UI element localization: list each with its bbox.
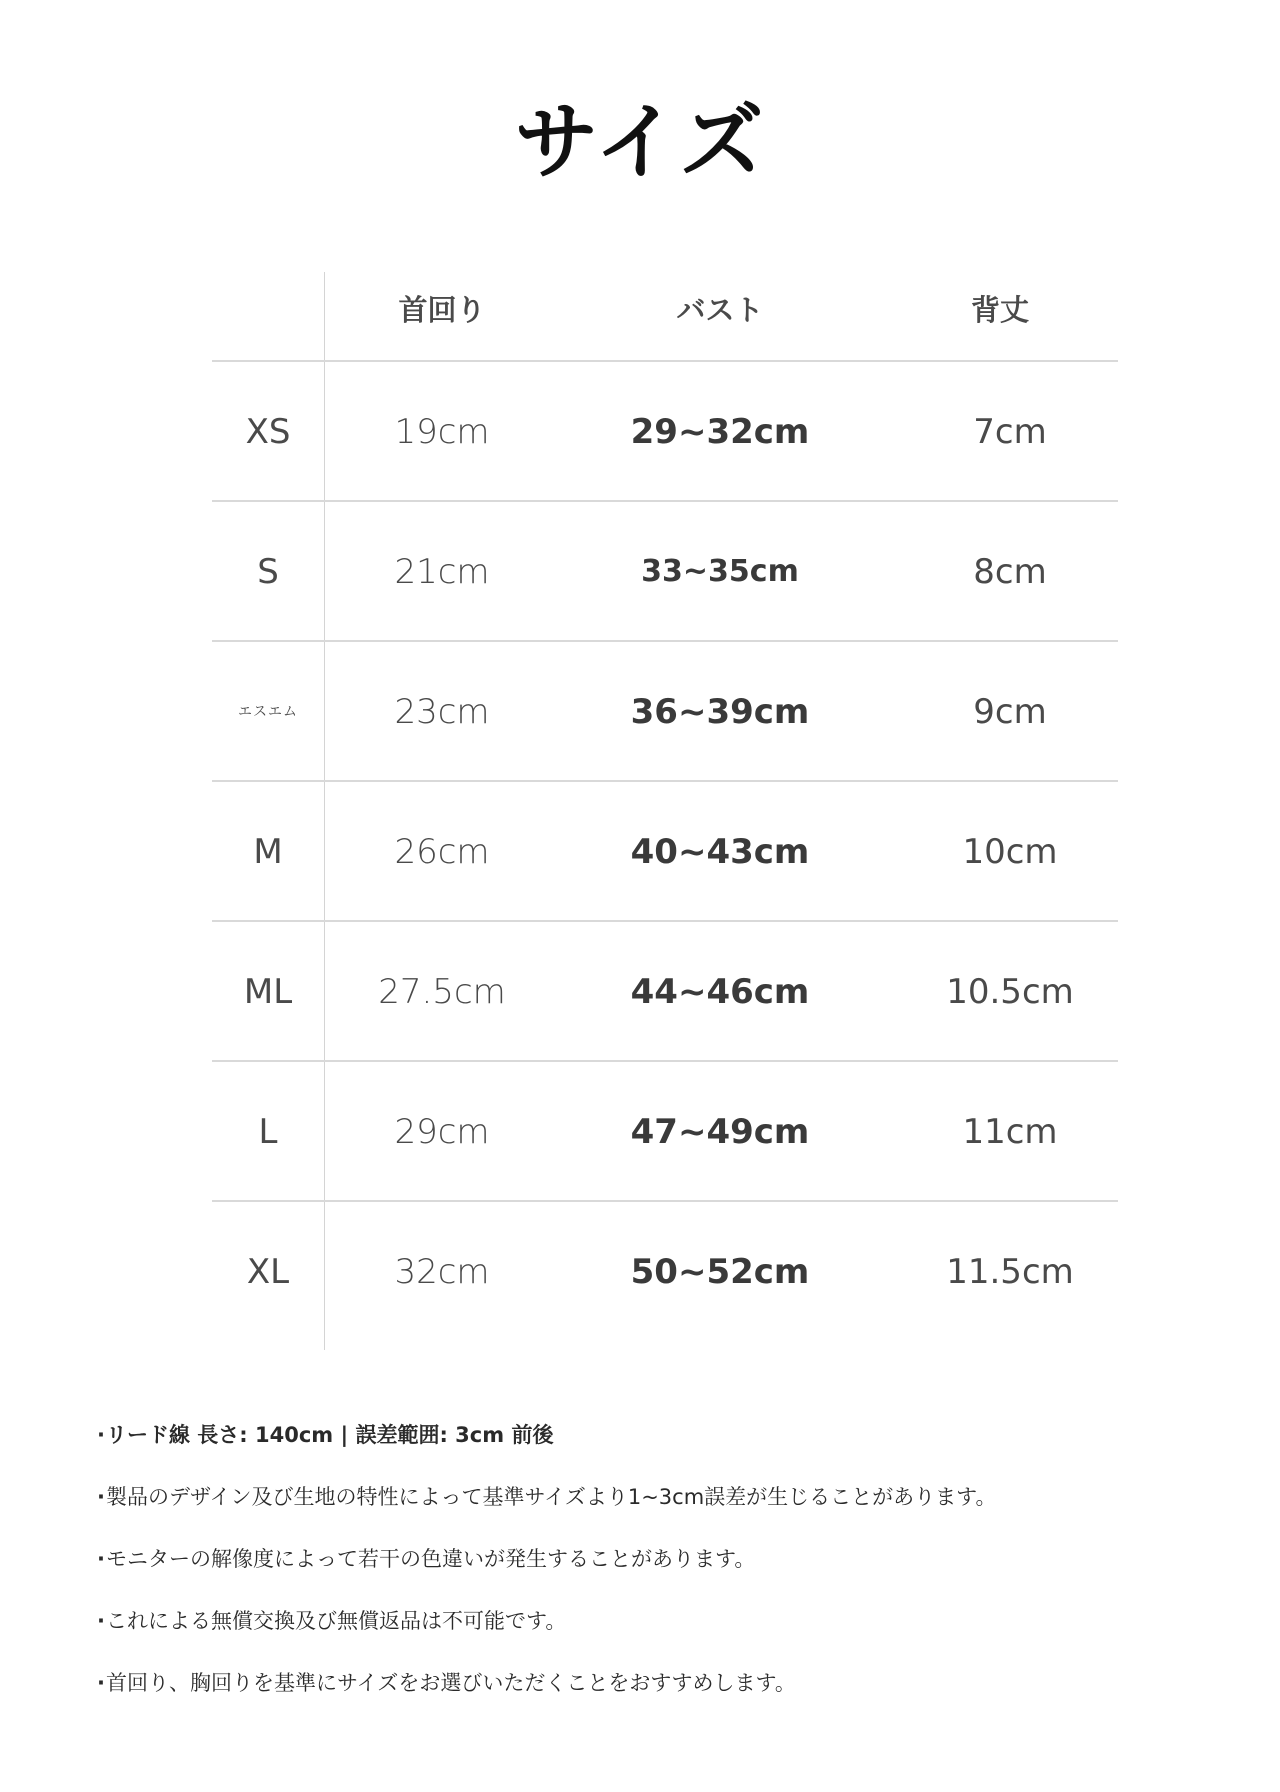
neck-value: 32cm xyxy=(394,1252,490,1292)
bullet-dot: · xyxy=(97,1671,105,1695)
bust-value: 33~35cm xyxy=(641,554,799,589)
size-label: L xyxy=(258,1112,278,1152)
table-row xyxy=(212,500,1118,642)
table-row xyxy=(212,920,1118,1062)
back-length-value: 10cm xyxy=(962,832,1058,872)
size-label: M xyxy=(253,832,283,872)
note-item xyxy=(96,1544,755,1574)
size-label: XL xyxy=(246,1252,290,1292)
note-no-exchange: これによる無償交換及び無償返品は不可能です。 xyxy=(106,1609,567,1633)
neck-value: 26cm xyxy=(394,832,490,872)
size-label: S xyxy=(257,552,279,592)
size-label: エスエム xyxy=(238,704,298,720)
table-row xyxy=(212,1200,1118,1342)
table-row xyxy=(212,1060,1118,1202)
bust-value: 44~46cm xyxy=(630,972,810,1012)
back-length-value: 8cm xyxy=(973,552,1047,592)
note-tolerance: 製品のデザイン及び生地の特性によって基準サイズより1~3cm誤差が生じることがあります。 xyxy=(106,1485,997,1509)
note-item xyxy=(96,1668,796,1698)
back-length-value: 11cm xyxy=(962,1112,1058,1152)
bullet-dot: · xyxy=(97,1547,105,1571)
bust-value: 50~52cm xyxy=(630,1252,810,1292)
bust-value: 40~43cm xyxy=(630,832,810,872)
table-row xyxy=(212,780,1118,922)
back-length-value: 11.5cm xyxy=(946,1252,1074,1292)
neck-value: 27.5cm xyxy=(378,972,506,1012)
size-label: ML xyxy=(243,972,293,1012)
neck-value: 23cm xyxy=(394,692,490,732)
note-item xyxy=(96,1606,566,1636)
bullet-dot: · xyxy=(97,1485,105,1509)
bust-value: 29~32cm xyxy=(630,412,810,452)
back-length-value: 10.5cm xyxy=(946,972,1074,1012)
header-neck: 首回り xyxy=(398,293,486,327)
note-monitor-color: モニターの解像度によって若干の色違いが発生することがあります。 xyxy=(106,1547,756,1571)
page-title: サイズ xyxy=(514,93,766,191)
header-back-length: 背丈 xyxy=(970,293,1029,327)
neck-value: 29cm xyxy=(394,1112,490,1152)
note-item xyxy=(96,1482,997,1512)
back-length-value: 9cm xyxy=(973,692,1047,732)
note-recommendation: 首回り、胸回りを基準にサイズをお選びいただくことをおすすめします。 xyxy=(106,1671,796,1695)
note-lead-length: リード線 長さ: 140cm | 誤差範囲: 3cm 前後 xyxy=(106,1423,554,1447)
table-header xyxy=(212,272,1118,362)
note-item xyxy=(96,1420,553,1450)
bust-value: 36~39cm xyxy=(630,692,810,732)
header-bust: バスト xyxy=(676,293,764,327)
table-row xyxy=(212,360,1118,502)
back-length-value: 7cm xyxy=(973,412,1047,452)
neck-value: 21cm xyxy=(394,552,490,592)
size-label: XS xyxy=(245,412,291,452)
neck-value: 19cm xyxy=(394,412,490,452)
table-row xyxy=(212,640,1118,782)
bullet-dot: · xyxy=(97,1423,105,1447)
bullet-dot: · xyxy=(97,1609,105,1633)
bust-value: 47~49cm xyxy=(630,1112,810,1152)
